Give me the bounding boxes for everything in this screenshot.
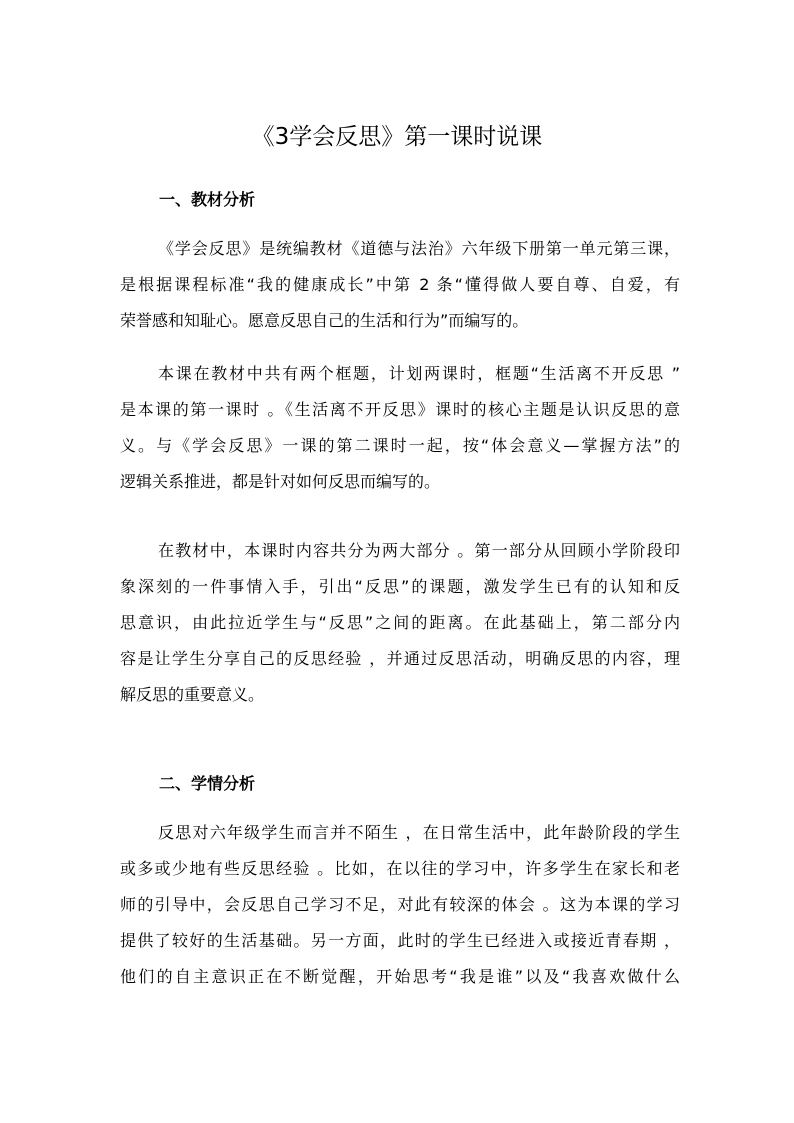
paragraph-line: 义。与《学会反思》一课的第二课时一起，按“体会意义—掌握方法”的 — [120, 436, 680, 455]
paragraph-line: 容是让学生分享自己的反思经验 ，并通过反思活动，明确反思的内容，理 — [120, 649, 680, 668]
paragraph-line: 象深刻的一件事情入手，引出“反思”的课题，激发学生已有的认知和反 — [120, 577, 680, 596]
paragraph-1 — [120, 231, 680, 339]
paragraph-line: 反思对六年级学生而言并不陌生 ，在日常生活中，此年龄阶段的学生 — [158, 823, 680, 842]
paragraph-line: 荣誉感和知耻心。愿意反思自己的生活和行为”而编写的。 — [120, 311, 529, 330]
paragraph-line: 是本课的第一课时 。《生活离不开反思》课时的核心主题是认识反思的意 — [120, 400, 680, 419]
document-title: 《3学会反思》第一课时说课 — [251, 124, 543, 150]
paragraph-line: 是根据课程标准“我的健康成长”中第 2 条“懂得做人要自尊、自爱，有 — [120, 275, 680, 294]
paragraph-line: 解反思的重要意义。 — [120, 685, 265, 704]
paragraph-line: 《学会反思》是统编教材《道德与法治》六年级下册第一单元第三课， — [158, 239, 680, 258]
paragraph-line: 他们的自主意识正在不断觉醒，开始思考“我是谁”以及“我喜欢做什么 — [120, 967, 680, 986]
paragraph-line: 在教材中，本课时内容共分为两大部分 。第一部分从回顾小学阶段印 — [158, 541, 680, 560]
paragraph-line: 思意识，由此拉近学生与“反思”之间的距离。在此基础上，第二部分内 — [120, 613, 680, 632]
section-heading-textbook-analysis: 一、教材分析 — [159, 190, 256, 209]
paragraph-line: 逻辑关系推进，都是针对如何反思而编写的。 — [120, 472, 441, 491]
paragraph-3 — [120, 533, 680, 713]
paragraph-2 — [120, 356, 680, 500]
section-heading-learner-analysis: 二、学情分析 — [159, 774, 256, 793]
paragraph-line: 师的引导中，会反思自己学习不足，对此有较深的体会 。这为本课的学习 — [120, 895, 680, 914]
paragraph-4 — [120, 815, 680, 995]
paragraph-line: 或多或少地有些反思经验 。比如，在以往的学习中，许多学生在家长和老 — [120, 859, 680, 878]
paragraph-line: 本课在教材中共有两个框题，计划两课时，框题“生活离不开反思 ” — [158, 364, 680, 383]
paragraph-line: 提供了较好的生活基础。另一方面，此时的学生已经进入或接近青春期 ， — [120, 931, 680, 950]
